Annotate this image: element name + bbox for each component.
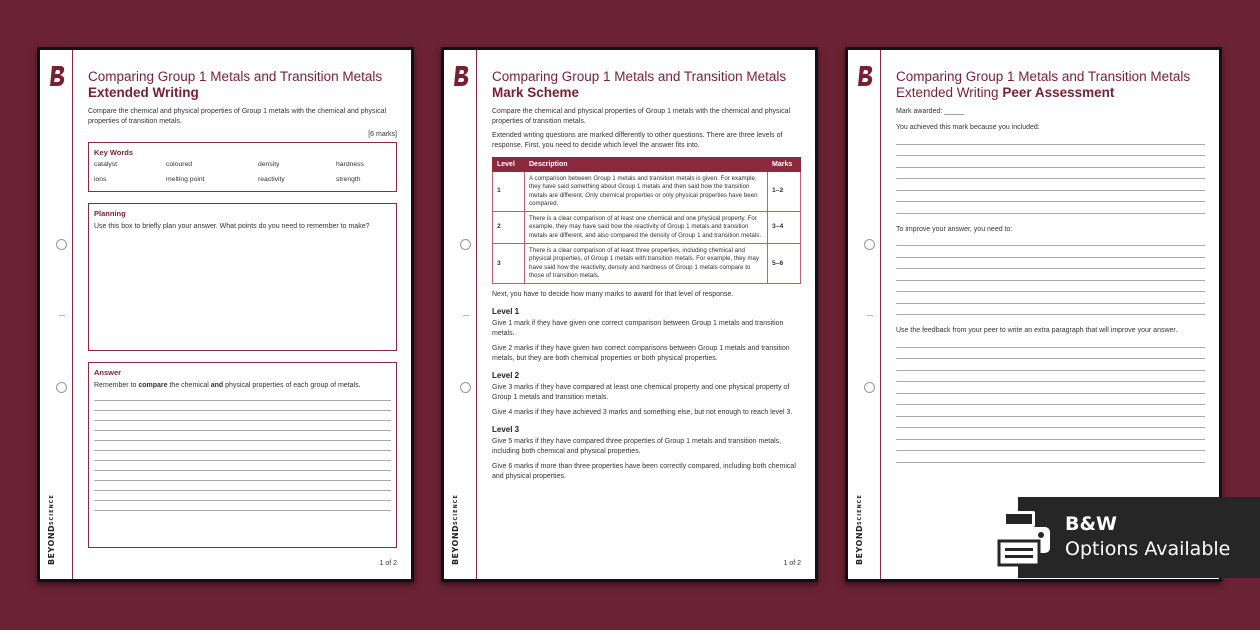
mark-scheme-table [492, 157, 801, 284]
description-cell: There is a clear comparison of at least one chemical and one physical property. For example, they may have said how the reactivity of Group 1 metals and transition metals are different, and also compared the density of Group 1 and transition metals. [525, 212, 768, 244]
key-words-title: Key Words [94, 148, 134, 157]
fold-mark [463, 315, 469, 316]
page-subtitle: Mark Scheme [492, 85, 580, 100]
answer-instructions: Remember to compare the chemical and physical properties of each group of metals. [94, 382, 361, 389]
marks-cell: 5–6 [768, 244, 801, 284]
description-cell: A comparison between Group 1 metals and transition metals is given. For example, they have said something about Group 1 metals and then said how the transition metals are different. Only chemical properties or only physical properties have been compared. [525, 172, 768, 212]
answer-title: Answer [94, 368, 122, 377]
page-subtitle: Extended Writing Peer Assessment [896, 85, 1115, 100]
level-heading: Level 3 [492, 425, 520, 435]
key-words-box [88, 142, 397, 192]
brand-logo-icon [857, 65, 875, 87]
punch-hole [460, 382, 471, 393]
punch-hole [460, 239, 471, 250]
planning-title: Planning [94, 209, 126, 218]
marks-label: [6 marks] [368, 131, 397, 138]
worksheet-page-mark-scheme [441, 47, 818, 582]
level-criterion: Give 6 marks if more than three properties have been correctly compared, including both chemical and physical properties. [492, 463, 796, 481]
keyword: density [258, 161, 280, 168]
planning-box[interactable] [88, 203, 397, 351]
page-spine [444, 50, 477, 579]
answer-lines [94, 400, 391, 511]
key-words-grid [94, 161, 391, 183]
brand-wordmark: BEYONDSCIENCE [451, 493, 460, 565]
brand-logo-icon [453, 65, 471, 87]
fold-mark [59, 315, 65, 316]
punch-hole [864, 239, 875, 250]
level-heading: Level 2 [492, 371, 520, 381]
keyword: hardness [336, 161, 364, 168]
description-cell: There is a clear comparison of at least three properties, including chemical and physical properties, of Group 1 metals with transition metals. For example, they may have said how the reactivity, density and hardness of Group 1 metals compare to those of transition metals. [525, 244, 768, 284]
table-row [493, 172, 801, 212]
mark-awarded-field[interactable]: Mark awarded: _____ [896, 108, 964, 115]
page-title: Comparing Group 1 Metals and Transition Metals [492, 69, 787, 84]
punch-hole [56, 382, 67, 393]
level-criterion: Give 3 marks if they have compared at least one chemical property and one physical property of Group 1 metals and transition metals. [492, 384, 790, 402]
keyword: melting point [166, 176, 205, 183]
brand-wordmark: BEYONDSCIENCE [47, 493, 56, 565]
level-criterion: Give 5 marks if they have compared three properties of Group 1 metals and transition metals, including both chemical and physical properties. [492, 438, 782, 456]
keyword: reactivity [258, 176, 285, 183]
level-criterion: Give 1 mark if they have given one correct comparison between Group 1 metals and transition metals. [492, 320, 784, 338]
page-spine [40, 50, 73, 579]
level-heading: Level 1 [492, 307, 520, 317]
intro-text-levels: Extended writing questions are marked differently to other questions. There are three levels of response. First, you need to decide which level the answer fits into. [492, 132, 783, 149]
punch-hole [864, 382, 875, 393]
level-criterion: Give 2 marks if they have given two correct comparisons between Group 1 metals and transition metals, but they are both chemical properties or both physical properties. [492, 345, 790, 363]
page-number: 1 of 2 [783, 560, 801, 567]
answer-box[interactable] [88, 362, 397, 548]
table-row [493, 244, 801, 284]
table-header: Marks [768, 158, 801, 172]
next-text: Next, you have to decide how many marks to award for that level of response. [492, 291, 734, 299]
punch-hole [56, 239, 67, 250]
level-cell: 1 [493, 172, 525, 212]
worksheet-page-extended-writing [37, 47, 414, 582]
level-criterion: Give 4 marks if they have achieved 3 marks and something else, but not enough to reach level 3. [492, 409, 793, 417]
improve-prompt: To improve your answer, you need to: [896, 225, 1013, 233]
achieved-prompt: You achieved this mark because you included: [896, 124, 1040, 131]
page-number: 1 of 2 [379, 560, 397, 567]
table-header: Level [493, 158, 525, 172]
bw-badge-subtitle: Options Available [1065, 538, 1231, 560]
keyword: coloured [166, 161, 193, 168]
feedback-lines[interactable] [896, 347, 1205, 463]
level-cell: 3 [493, 244, 525, 284]
level-cell: 2 [493, 212, 525, 244]
keyword: ions [94, 176, 107, 183]
table-row [493, 212, 801, 244]
marks-cell: 3–4 [768, 212, 801, 244]
marks-cell: 1–2 [768, 172, 801, 212]
printer-icon [985, 508, 1053, 568]
keyword: strength [336, 176, 361, 183]
planning-instructions: Use this box to briefly plan your answer. What points do you need to remember to make? [94, 223, 370, 230]
brand-logo-icon [49, 65, 67, 87]
feedback-prompt: Use the feedback from your peer to write an extra paragraph that will improve your answer. [896, 327, 1178, 334]
page-title: Comparing Group 1 Metals and Transition Metals [88, 69, 383, 84]
improve-lines[interactable] [896, 245, 1205, 315]
bw-badge-title: B&W [1065, 513, 1118, 535]
table-header: Description [525, 158, 768, 172]
fold-mark [867, 315, 873, 316]
page-spine [848, 50, 881, 579]
brand-wordmark: BEYONDSCIENCE [855, 493, 864, 565]
intro-text: Compare the chemical and physical properties of Group 1 metals with the chemical and physical properties of transition metals. [88, 108, 387, 125]
page-title: Comparing Group 1 Metals and Transition Metals [896, 69, 1191, 84]
keyword: catalyst [94, 161, 118, 168]
intro-text: Compare the chemical and physical properties of Group 1 metals with the chemical and physical properties of transition metals. [492, 108, 791, 125]
achieved-lines[interactable] [896, 144, 1205, 214]
page-subtitle: Extended Writing [88, 85, 199, 100]
